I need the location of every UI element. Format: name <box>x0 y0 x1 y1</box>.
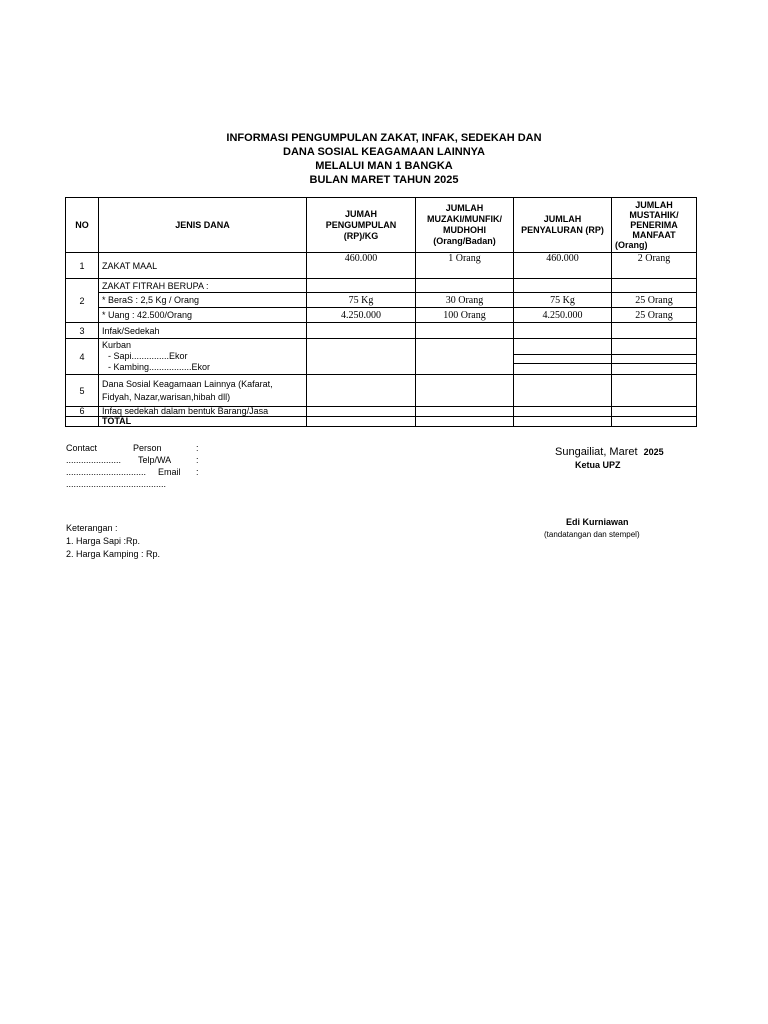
header-mustahik-unit: (Orang) <box>615 240 648 250</box>
contact-row-2 <box>66 454 199 466</box>
title-line-2: DANA SOSIAL KEAGAMAAN LAINNYA <box>283 146 485 158</box>
keterangan-item-1: 1. Harga Sapi :Rp. <box>66 536 141 546</box>
row4-kurban-title: Kurban <box>102 340 132 350</box>
row2-no: 2 <box>66 279 99 323</box>
row4-mustahik-split <box>612 339 697 375</box>
contact-block <box>66 442 199 490</box>
row2-uang-mustahik: 25 Orang <box>612 308 697 323</box>
header-mustahik-title: JUMLAH MUSTAHIK/ PENERIMA MANFAAT <box>629 200 679 240</box>
row2-jenis-title: ZAKAT FITRAH BERUPA : <box>99 279 307 293</box>
row5-no: 5 <box>66 375 99 407</box>
total-label: TOTAL <box>99 417 307 427</box>
header-pengumpulan: JUMAH PENGUMPULAN (RP)/KG <box>307 198 416 253</box>
row6-no: 6 <box>66 407 99 417</box>
dots-1: ...................... <box>66 455 122 465</box>
total-empty-cell <box>514 417 612 427</box>
row4-sapi: - Sapi...............Ekor <box>108 351 188 361</box>
signature-role: Ketua UPZ <box>575 460 621 470</box>
signature-name: Edi Kurniawan <box>566 517 629 527</box>
row5-empty-cell <box>416 375 514 407</box>
row4-penyaluran-split <box>514 339 612 375</box>
email-label: Email <box>158 467 181 477</box>
row4-kambing: - Kambing.................Ekor <box>108 362 211 372</box>
row4-split-top <box>612 339 696 354</box>
row2-empty-cell <box>612 279 697 293</box>
title-line-4: BULAN MARET TAHUN 2025 <box>309 174 459 186</box>
row4-split-bottom <box>514 363 611 374</box>
row1-pengumpulan: 460.000 <box>307 253 416 279</box>
total-row <box>66 417 697 427</box>
row1-mustahik: 2 Orang <box>612 253 697 279</box>
row5-empty-cell <box>612 375 697 407</box>
row2-empty-cell <box>307 279 416 293</box>
row5-jenis: Dana Sosial Keagamaan Lainnya (Kafarat, Fidyah, Nazar,warisan,hibah dll) <box>99 375 307 407</box>
contact-row-4 <box>66 478 166 490</box>
header-jenis-dana: JENIS DANA <box>99 198 307 253</box>
row3-empty-cell <box>307 323 416 339</box>
colon-3: : <box>196 467 199 477</box>
header-muzaki <box>416 198 514 253</box>
row6-empty-cell <box>514 407 612 417</box>
table-row <box>66 279 697 293</box>
row1-muzaki: 1 Orang <box>416 253 514 279</box>
table-row <box>66 407 697 417</box>
signature-year: 2025 <box>643 447 664 457</box>
colon-2: : <box>196 455 199 465</box>
row3-empty-cell <box>514 323 612 339</box>
row2-beras-label: * BeraS : 2,5 Kg / Orang <box>99 293 307 308</box>
row5-empty-cell <box>514 375 612 407</box>
document-title <box>0 131 768 187</box>
signature-note: (tandatangan dan stempel) <box>544 530 640 539</box>
title-line-1: INFORMASI PENGUMPULAN ZAKAT, INFAK, SEDEKAH DAN <box>226 132 542 144</box>
row4-split-mid <box>612 354 696 363</box>
title-line-3: MELALUI MAN 1 BANGKA <box>315 160 453 172</box>
row4-split-bottom <box>612 363 696 374</box>
row2-uang-pengumpulan: 4.250.000 <box>307 308 416 323</box>
row2-beras-mustahik: 25 Orang <box>612 293 697 308</box>
row5-empty-cell <box>307 375 416 407</box>
row1-no: 1 <box>66 253 99 279</box>
dots-2: ................................ <box>66 467 147 477</box>
total-empty-cell <box>307 417 416 427</box>
total-empty-cell <box>612 417 697 427</box>
telp-label: Telp/WA <box>138 455 172 465</box>
zakat-table <box>65 197 697 427</box>
keterangan-item-2: 2. Harga Kamping : Rp. <box>66 549 161 559</box>
row2-beras-muzaki: 30 Orang <box>416 293 514 308</box>
person-label: Person <box>133 443 162 453</box>
signature-date <box>555 446 664 458</box>
total-empty-cell <box>66 417 99 427</box>
contact-label: Contact <box>66 443 98 453</box>
row2-beras-pengumpulan: 75 Kg <box>307 293 416 308</box>
row6-empty-cell <box>416 407 514 417</box>
signature-place-date: Sungailiat, Maret <box>555 446 638 458</box>
row2-beras-penyaluran: 75 Kg <box>514 293 612 308</box>
row3-no: 3 <box>66 323 99 339</box>
row4-empty-cell <box>307 339 416 375</box>
table-row <box>66 308 697 323</box>
header-mustahik <box>612 198 697 253</box>
row2-empty-cell <box>514 279 612 293</box>
contact-row-1 <box>66 442 199 454</box>
colon-1: : <box>196 443 199 453</box>
keterangan-label: Keterangan : <box>66 523 118 533</box>
table-row <box>66 375 697 407</box>
header-muzaki-unit: (Orang/Badan) <box>433 236 496 246</box>
row4-split-mid <box>514 354 611 363</box>
row6-empty-cell <box>612 407 697 417</box>
row3-jenis: Infak/Sedekah <box>99 323 307 339</box>
table-row <box>66 323 697 339</box>
row6-empty-cell <box>307 407 416 417</box>
keterangan-block <box>66 522 160 561</box>
header-muzaki-title: JUMLAH MUZAKI/MUNFIK/ MUDHOHI <box>427 203 502 235</box>
row4-split-top <box>514 339 611 354</box>
table-row <box>66 253 697 279</box>
row2-uang-penyaluran: 4.250.000 <box>514 308 612 323</box>
row4-no: 4 <box>66 339 99 375</box>
total-empty-cell <box>416 417 514 427</box>
row1-penyaluran: 460.000 <box>514 253 612 279</box>
header-no: NO <box>66 198 99 253</box>
row2-uang-muzaki: 100 Orang <box>416 308 514 323</box>
row2-uang-label: * Uang : 42.500/Orang <box>99 308 307 323</box>
dots-3: ........................................ <box>66 479 167 489</box>
row4-empty-cell <box>416 339 514 375</box>
row3-empty-cell <box>612 323 697 339</box>
header-penyaluran: JUMLAH PENYALURAN (RP) <box>514 198 612 253</box>
table-row <box>66 339 697 375</box>
row4-jenis <box>99 339 307 375</box>
row3-empty-cell <box>416 323 514 339</box>
table-row <box>66 293 697 308</box>
row1-jenis: ZAKAT MAAL <box>99 253 307 279</box>
row6-jenis: Infaq sedekah dalam bentuk Barang/Jasa <box>99 407 307 417</box>
contact-row-3 <box>66 466 199 478</box>
row2-empty-cell <box>416 279 514 293</box>
table-header-row <box>66 198 697 253</box>
